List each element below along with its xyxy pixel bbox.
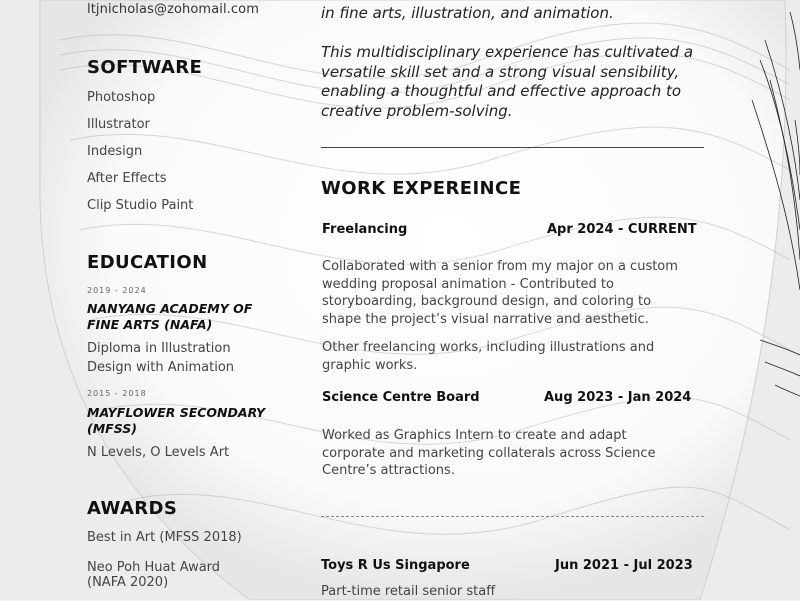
job-description: Collaborated with a senior from my major on a custom wedding proposal animation - Contributed to storyboarding, background design, and coloring to shape the project’s visual narrative and aesthetic. (322, 259, 678, 327)
software-item: Indesign (87, 144, 143, 159)
email-text: ltjnicholas@zohomail.com (87, 2, 259, 17)
divider (321, 147, 704, 148)
job-title: Toys R Us Singapore (321, 558, 470, 573)
job-dates: Apr 2024 - CURRENT (547, 222, 697, 237)
job-description: Other freelancing works, including illustrations and graphic works. (322, 340, 655, 373)
award-item: Best in Art (MFSS 2018) (87, 530, 242, 545)
education-detail: N Levels, O Levels Art (87, 445, 230, 460)
software-heading: SOFTWARE (87, 57, 203, 78)
job-description: Worked as Graphics Intern to create and adapt corporate and marketing collaterals across Science Centre’s attractions. (322, 428, 656, 478)
job-description: Part-time retail senior staff (321, 584, 496, 599)
job-dates: Aug 2023 - Jan 2024 (544, 390, 692, 405)
divider-dashed (321, 516, 704, 517)
awards-heading: AWARDS (87, 498, 178, 519)
work-heading: WORK EXPEREINCE (321, 178, 522, 199)
software-item: After Effects (87, 171, 167, 186)
software-item: Photoshop (87, 90, 156, 105)
job-dates: Jun 2021 - Jul 2023 (555, 558, 693, 573)
education-detail: Diploma in Illustration Design with Animation (87, 341, 235, 375)
software-item: Clip Studio Paint (87, 198, 194, 213)
job-title: Science Centre Board (322, 390, 480, 405)
education-school: NANYANG ACADEMY OF FINE ARTS (NAFA) (87, 301, 253, 332)
award-item: Neo Poh Huat Award (NAFA 2020) (87, 560, 221, 590)
education-heading: EDUCATION (87, 252, 208, 273)
education-years: 2015 - 2018 (87, 389, 147, 398)
job-title: Freelancing (322, 222, 408, 237)
education-school: MAYFLOWER SECONDARY (MFSS) (87, 405, 266, 436)
education-years: 2019 - 2024 (87, 286, 147, 295)
profile-text-top: in fine arts, illustration, and animation. (321, 4, 614, 22)
profile-paragraph: This multidisciplinary experience has cultivated a versatile skill set and a strong visual sensibility, enabling a thoughtful and effective approach to creative problem-solving. (321, 43, 694, 120)
software-item: Illustrator (87, 117, 150, 132)
